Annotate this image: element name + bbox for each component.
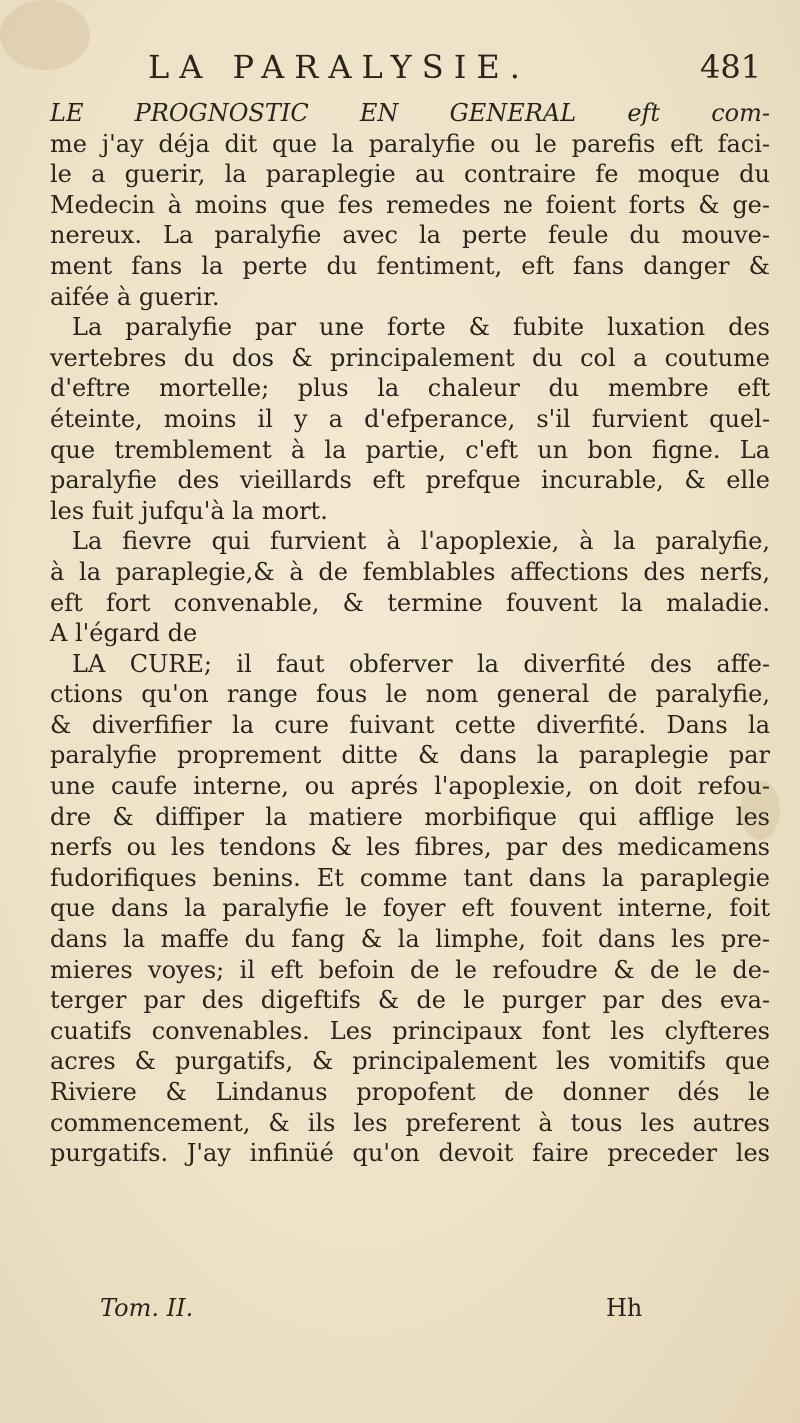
page-footer [0, 1294, 800, 1330]
text-line: paralyfie proprement ditte & dans la paraplegie par [50, 741, 770, 770]
text-line: ment fans la perte du fentiment, eft fans danger & [50, 251, 770, 280]
text-line: cuatifs convenables. Les principaux font les clyfteres [50, 1016, 770, 1045]
text-line: fudorifiques benins. Et comme tant dans la paraplegie [50, 863, 770, 892]
text-line: commencement, & ils les preferent à tous les autres [50, 1108, 770, 1137]
page-header [0, 48, 800, 98]
volume-mark: Tom. II. [100, 1294, 194, 1322]
text-line: nereux. La paralyfie avec la perte feule du mouve- [50, 221, 770, 250]
text-line: nerfs ou les tendons & les fibres, par des medicamens [50, 833, 770, 862]
text-line: A l'égard de [50, 619, 198, 648]
text-line: ctions qu'on range fous le nom general de paralyfie, [50, 680, 770, 709]
text-line: éteinte, moins il y a d'efperance, s'il furvient quel- [50, 404, 770, 433]
text-line: acres & purgatifs, & principalement les vomitifs que [50, 1047, 770, 1076]
text-line: d'eftre mortelle; plus la chaleur du membre eft [50, 374, 770, 403]
text-line: La paralyfie par une forte & fubite luxation des [72, 313, 770, 342]
text-line: une caufe interne, ou aprés l'apoplexie, on doit refou- [50, 772, 770, 801]
text-line: dre & diffiper la matiere morbifique qui afflige les [50, 802, 770, 831]
running-head: LA PARALYSIE. [148, 48, 530, 86]
text-line: eft fort convenable, & termine fouvent la maladie. [50, 588, 770, 617]
text-line: purgatifs. J'ay infinüé qu'on devoit faire preceder les [50, 1139, 770, 1168]
text-line: Riviere & Lindanus propofent de donner dés le [50, 1078, 770, 1106]
text-line: mieres voyes; il eft befoin de le refoudre & de le de- [50, 955, 770, 984]
text-line: Medecin à moins que fes remedes ne foient forts & ge- [50, 190, 770, 219]
text-line: & diverfifier la cure fuivant cette diverfité. Dans la [50, 710, 770, 739]
text-line: vertebres du dos & principalement du col a coutume [50, 343, 770, 372]
text-line: La fievre qui furvient à l'apoplexie, à la paralyfie, [72, 527, 770, 556]
text-line: que dans la paralyfie le foyer eft fouvent interne, foit [50, 894, 770, 923]
text-line: LA CURE; il faut obferver la diverfité des affe- [72, 649, 770, 678]
text-line: terger par des digeftifs & de le purger par des eva- [50, 986, 770, 1015]
page-number: 481 [700, 48, 762, 86]
text-line: les fuit jufqu'à la mort. [50, 496, 328, 525]
text-line: le a guerir, la paraplegie au contraire fe moque du [50, 160, 770, 189]
text-line: aifée à guerir. [50, 282, 220, 311]
text-line: à la paraplegie,& à de femblables affections des nerfs, [50, 557, 770, 586]
text-line: dans la maffe du fang & la limphe, foit dans les pre- [50, 925, 770, 954]
signature-mark: Hh [606, 1294, 643, 1322]
text-line: me j'ay déja dit que la paralyfie ou le parefis eft faci- [50, 129, 770, 158]
text-line: que tremblement à la partie, c'eft un bon figne. La [50, 435, 770, 464]
text-line: paralyfie des vieillards eft prefque incurable, & elle [50, 466, 770, 495]
text-line: LE PROGNOSTIC EN GENERAL eft com- [50, 99, 770, 127]
body-text [50, 98, 770, 1169]
